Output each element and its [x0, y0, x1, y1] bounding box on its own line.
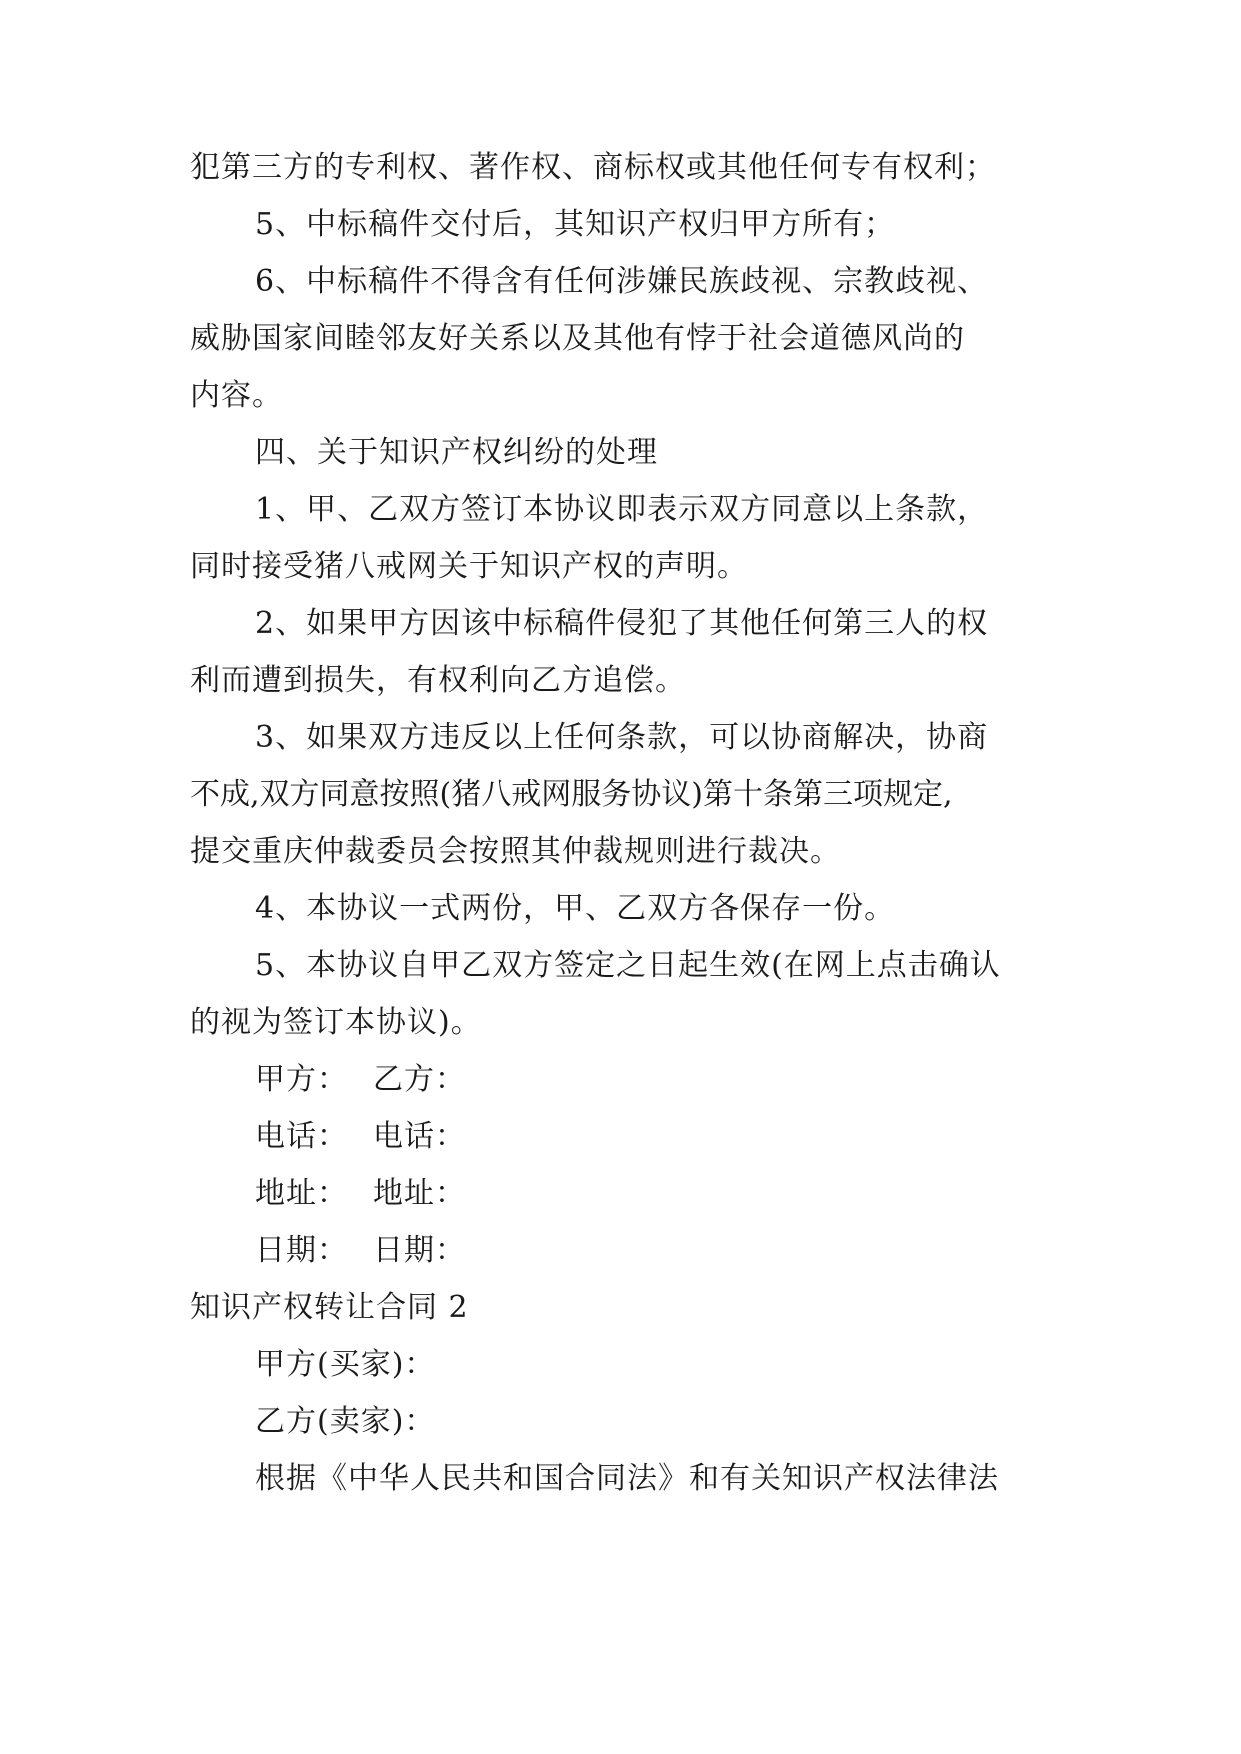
contract-2-title: 知识产权转让合同 2: [190, 1290, 469, 1325]
party-b-label: 乙方：: [373, 1062, 466, 1097]
party-a-label: 甲方：: [255, 1062, 348, 1097]
seller-label: 乙方(卖家)：: [255, 1404, 436, 1439]
phone-b-label: 电话：: [373, 1119, 466, 1154]
clause-2: 2、如果甲方因该中标稿件侵犯了其他任何第三人的权: [255, 606, 989, 641]
paragraph-line: 利而遭到损失，有权利向乙方追偿。: [190, 663, 686, 698]
address-b-label: 地址：: [373, 1176, 466, 1211]
clause-4: 4、本协议一式两份，甲、乙双方各保存一份。: [255, 891, 896, 926]
section-heading: 四、关于知识产权纠纷的处理: [255, 435, 658, 470]
paragraph-line: 犯第三方的专利权、著作权、商标权或其他任何专有权利；: [190, 150, 996, 185]
paragraph-line: 的视为签订本协议)。: [190, 1005, 482, 1040]
date-a-label: 日期：: [255, 1233, 348, 1268]
paragraph-line: 不成,双方同意按照(猪八戒网服务协议)第十条第三项规定,: [190, 777, 953, 812]
paragraph-line: 内容。: [190, 378, 283, 413]
phone-a-label: 电话：: [255, 1119, 348, 1154]
clause-5-effect: 5、本协议自甲乙双方签定之日起生效(在网上点击确认: [255, 948, 1001, 983]
clause-6: 6、中标稿件不得含有任何涉嫌民族歧视、宗教歧视、: [255, 264, 989, 299]
clause-3: 3、如果双方违反以上任何条款，可以协商解决，协商: [255, 720, 989, 755]
clause-1: 1、甲、乙双方签订本协议即表示双方同意以上条款，: [255, 492, 989, 527]
buyer-label: 甲方(买家)：: [255, 1347, 436, 1382]
date-b-label: 日期：: [373, 1233, 466, 1268]
paragraph-line: 提交重庆仲裁委员会按照其仲裁规则进行裁决。: [190, 834, 841, 869]
paragraph-line: 同时接受猪八戒网关于知识产权的声明。: [190, 549, 748, 584]
address-a-label: 地址：: [255, 1176, 348, 1211]
clause-5: 5、中标稿件交付后，其知识产权归甲方所有；: [255, 207, 896, 242]
paragraph-line: 威胁国家间睦邻友好关系以及其他有悖于社会道德风尚的: [190, 321, 965, 356]
contract-2-intro: 根据《中华人民共和国合同法》和有关知识产权法律法: [255, 1461, 999, 1496]
